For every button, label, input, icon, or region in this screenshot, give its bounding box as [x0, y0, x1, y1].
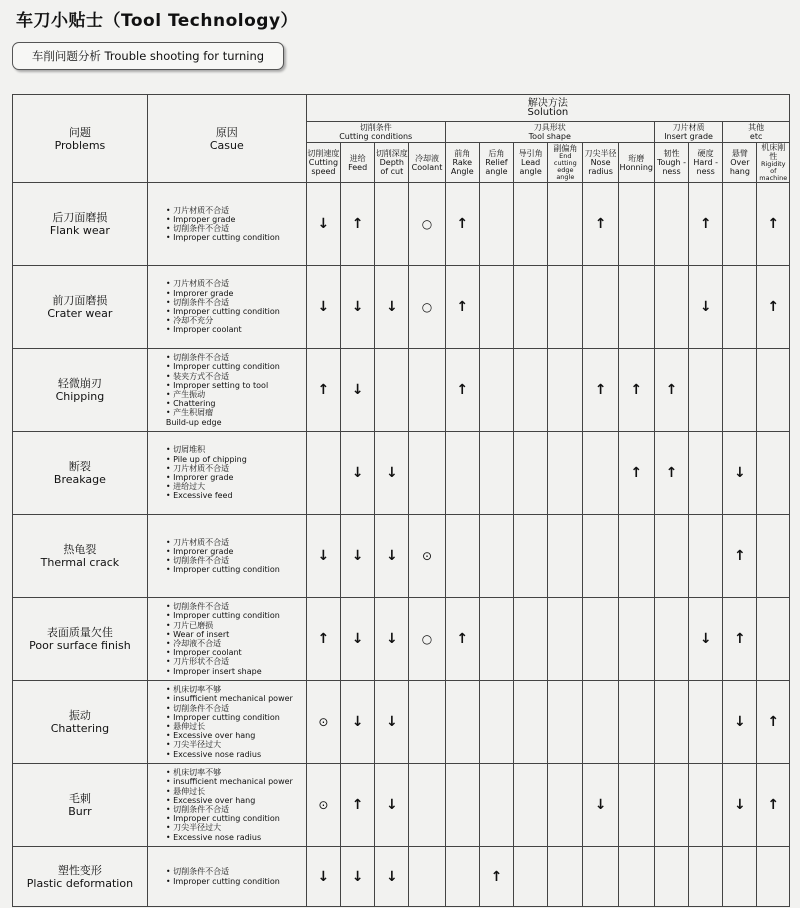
column-header: 进给 Feed	[341, 143, 375, 183]
column-header: 悬臂 Over hang	[723, 143, 757, 183]
empty-cell	[479, 266, 513, 349]
decrease-arrow-icon: ↓	[583, 764, 618, 847]
cause-line: • Wear of insert	[165, 629, 230, 639]
empty-cell	[689, 432, 723, 515]
cause-line: • Excessive over hang	[165, 795, 256, 805]
empty-cell	[618, 183, 654, 266]
empty-cell	[514, 432, 548, 515]
cause-line: • 冷却不充分	[165, 316, 214, 326]
increase-arrow-icon: ↑	[618, 349, 654, 432]
cause-line: • Improrer grade	[165, 546, 234, 556]
cause-line: • 刀片材质不合适	[165, 205, 230, 215]
cause-cell	[147, 847, 306, 907]
increase-arrow-icon: ↑	[306, 349, 340, 432]
troubleshooting-table	[12, 94, 790, 907]
table-row	[13, 515, 790, 598]
cause-line: • Improper setting to tool	[165, 380, 269, 390]
column-header: 后角 Relief angle	[479, 143, 513, 183]
cause-line: • 刀片材质不合适	[165, 537, 230, 547]
cause-line: • 刀尖半径过大	[165, 740, 222, 750]
column-header: 副偏角 End cutting edge angle	[548, 143, 583, 183]
empty-cell	[514, 764, 548, 847]
cause-line: • Improper cutting condition	[165, 362, 280, 372]
empty-cell	[654, 847, 688, 907]
column-header: 切削速度 Cutting speed	[306, 143, 340, 183]
empty-cell	[514, 183, 548, 266]
decrease-arrow-icon: ↓	[341, 515, 375, 598]
group-header: 其他 etc	[723, 122, 790, 143]
empty-cell	[757, 598, 790, 681]
cause-line: • Improper cutting condition	[165, 876, 280, 886]
empty-cell	[445, 681, 479, 764]
empty-cell	[514, 598, 548, 681]
empty-cell	[689, 515, 723, 598]
column-header: 导引角 Lead angle	[514, 143, 548, 183]
increase-arrow-icon: ↑	[583, 349, 618, 432]
empty-cell	[757, 432, 790, 515]
empty-cell	[723, 349, 757, 432]
cause-cell	[147, 681, 306, 764]
decrease-arrow-icon: ↓	[306, 183, 340, 266]
increase-arrow-icon: ↑	[583, 183, 618, 266]
cause-line: • 切削条件不合适	[165, 556, 230, 565]
cause-cell	[147, 432, 306, 515]
problem-cell: 热龟裂 Thermal crack	[13, 515, 148, 598]
empty-cell	[514, 266, 548, 349]
decrease-arrow-icon: ↓	[689, 598, 723, 681]
empty-cell	[583, 432, 618, 515]
cause-line: • 切削条件不合适	[165, 602, 230, 612]
empty-cell	[723, 266, 757, 349]
cause-line: • 冷却液不合适	[165, 639, 222, 648]
cause-line: • 切削条件不合适	[165, 353, 230, 363]
cause-line: • Improper coolant	[165, 325, 242, 335]
cause-line: • 切屑堆积	[165, 445, 206, 455]
empty-cell	[618, 515, 654, 598]
increase-arrow-icon: ↑	[757, 764, 790, 847]
empty-cell	[479, 183, 513, 266]
decrease-arrow-icon: ↓	[375, 681, 409, 764]
increase-arrow-icon: ↑	[445, 598, 479, 681]
empty-cell	[445, 847, 479, 907]
cause-line: • Improper cutting condition	[165, 307, 280, 316]
cause-line: • 切削条件不合适	[165, 805, 230, 814]
cause-line: • Improrer grade	[165, 288, 234, 298]
increase-arrow-icon: ↑	[445, 266, 479, 349]
table-row	[13, 266, 790, 349]
empty-cell	[375, 183, 409, 266]
empty-cell	[409, 681, 445, 764]
empty-cell	[445, 764, 479, 847]
decrease-arrow-icon: ↓	[689, 266, 723, 349]
empty-cell	[445, 432, 479, 515]
empty-cell	[409, 432, 445, 515]
empty-cell	[514, 681, 548, 764]
decrease-arrow-icon: ↓	[306, 847, 340, 907]
cause-cell	[147, 349, 306, 432]
cause-line: • 装夹方式不合适	[165, 371, 230, 381]
increase-arrow-icon: ↑	[723, 598, 757, 681]
column-header: 冷却液 Coolant	[409, 143, 445, 183]
cause-line: • 产生积屑瘤	[165, 408, 214, 418]
cause-line: • Improper cutting condition	[165, 233, 280, 243]
problem-cell: 表面质量欠佳 Poor surface finish	[13, 598, 148, 681]
empty-cell	[618, 764, 654, 847]
empty-cell	[409, 349, 445, 432]
cause-cell	[147, 183, 306, 266]
cause-header: 原因 Casue	[147, 95, 306, 183]
table-row	[13, 764, 790, 847]
column-header: 韧性 Tough -ness	[654, 143, 688, 183]
problem-cell: 轻微崩刃 Chipping	[13, 349, 148, 432]
table-row	[13, 847, 790, 907]
increase-arrow-icon: ↑	[757, 183, 790, 266]
empty-cell	[548, 847, 583, 907]
empty-cell	[654, 515, 688, 598]
cause-line: • 刀片材质不合适	[165, 463, 230, 473]
increase-arrow-icon: ↑	[341, 183, 375, 266]
cause-line: • 悬伸过长	[165, 786, 206, 796]
empty-cell	[548, 266, 583, 349]
circle-icon: ○	[409, 183, 445, 266]
group-header: 切削条件 Cutting conditions	[306, 122, 445, 143]
empty-cell	[654, 681, 688, 764]
increase-arrow-icon: ↑	[723, 515, 757, 598]
cause-line: Build-up edge	[165, 417, 222, 427]
empty-cell	[514, 349, 548, 432]
empty-cell	[757, 847, 790, 907]
empty-cell	[306, 432, 340, 515]
dot-circle-icon: ⊙	[409, 515, 445, 598]
column-header: 前角 Rake Angle	[445, 143, 479, 183]
decrease-arrow-icon: ↓	[375, 266, 409, 349]
decrease-arrow-icon: ↓	[375, 847, 409, 907]
empty-cell	[445, 515, 479, 598]
empty-cell	[654, 183, 688, 266]
cause-line: • Chattering	[165, 399, 216, 409]
problem-cell: 断裂 Breakage	[13, 432, 148, 515]
empty-cell	[479, 681, 513, 764]
empty-cell	[548, 183, 583, 266]
empty-cell	[548, 598, 583, 681]
cause-line: • Improper cutting condition	[165, 611, 280, 621]
cause-line: • insufficient mechanical power	[165, 777, 293, 787]
decrease-arrow-icon: ↓	[341, 681, 375, 764]
cause-line: • 机床切率不够	[165, 768, 222, 778]
table-row	[13, 681, 790, 764]
increase-arrow-icon: ↑	[341, 764, 375, 847]
cause-line: • Excessive feed	[165, 491, 233, 501]
dot-circle-icon: ⊙	[306, 764, 340, 847]
cause-line: • 机床切率不够	[165, 685, 222, 695]
cause-line: • 切削条件不合适	[165, 703, 230, 713]
column-header: 珩磨 Honning	[618, 143, 654, 183]
cause-line: • insufficient mechanical power	[165, 694, 293, 704]
increase-arrow-icon: ↑	[306, 598, 340, 681]
cause-cell	[147, 598, 306, 681]
cause-line: • Pile up of chipping	[165, 454, 247, 464]
column-header: 机床刚性 Rigidity of machine	[757, 143, 790, 183]
empty-cell	[618, 266, 654, 349]
empty-cell	[689, 349, 723, 432]
empty-cell	[409, 847, 445, 907]
empty-cell	[548, 349, 583, 432]
decrease-arrow-icon: ↓	[723, 764, 757, 847]
cause-line: • Excessive nose radius	[165, 749, 262, 759]
cause-line: • Improper cutting condition	[165, 814, 280, 824]
empty-cell	[654, 266, 688, 349]
empty-cell	[689, 681, 723, 764]
problem-cell: 后刀面磨损 Flank wear	[13, 183, 148, 266]
decrease-arrow-icon: ↓	[723, 432, 757, 515]
increase-arrow-icon: ↑	[654, 349, 688, 432]
cause-line: • Improper cutting condition	[165, 565, 280, 575]
table-row	[13, 598, 790, 681]
empty-cell	[757, 349, 790, 432]
decrease-arrow-icon: ↓	[341, 349, 375, 432]
table-row	[13, 432, 790, 515]
cause-line: • 悬伸过长	[165, 722, 206, 731]
empty-cell	[375, 349, 409, 432]
cause-line: • Improper grade	[165, 214, 236, 224]
decrease-arrow-icon: ↓	[375, 764, 409, 847]
empty-cell	[479, 764, 513, 847]
empty-cell	[618, 598, 654, 681]
empty-cell	[479, 349, 513, 432]
empty-cell	[409, 764, 445, 847]
cause-line: • 切削条件不合适	[165, 297, 230, 307]
problem-cell: 毛刺 Burr	[13, 764, 148, 847]
group-header: 刀片材质 Insert grade	[654, 122, 722, 143]
empty-cell	[618, 681, 654, 764]
increase-arrow-icon: ↑	[757, 266, 790, 349]
problems-header: 问题 Problems	[13, 95, 148, 183]
cause-line: • Improper cutting condition	[165, 712, 280, 722]
empty-cell	[723, 183, 757, 266]
column-header: 切削深度 Depth of cut	[375, 143, 409, 183]
cause-line: • 刀片材质不合适	[165, 279, 230, 289]
decrease-arrow-icon: ↓	[375, 432, 409, 515]
empty-cell	[654, 598, 688, 681]
cause-line: • 切削条件不合适	[165, 867, 230, 877]
decrease-arrow-icon: ↓	[723, 681, 757, 764]
decrease-arrow-icon: ↓	[341, 432, 375, 515]
cause-line: • Improrer grade	[165, 473, 234, 482]
empty-cell	[583, 598, 618, 681]
increase-arrow-icon: ↑	[654, 432, 688, 515]
section-subtitle: 车削问题分析 Trouble shooting for turning	[12, 42, 284, 70]
decrease-arrow-icon: ↓	[375, 515, 409, 598]
cause-line: • Improper insert shape	[165, 666, 262, 676]
empty-cell	[723, 847, 757, 907]
empty-cell	[548, 764, 583, 847]
empty-cell	[583, 266, 618, 349]
table-row	[13, 183, 790, 266]
increase-arrow-icon: ↑	[618, 432, 654, 515]
column-header: 刀尖半径 Nose radius	[583, 143, 618, 183]
empty-cell	[689, 847, 723, 907]
empty-cell	[583, 847, 618, 907]
problem-cell: 振动 Chattering	[13, 681, 148, 764]
empty-cell	[479, 598, 513, 681]
group-header: 刀具形状 Tool shape	[445, 122, 654, 143]
dot-circle-icon: ⊙	[306, 681, 340, 764]
cause-line: • 切削条件不合适	[165, 224, 230, 233]
empty-cell	[479, 515, 513, 598]
problem-cell: 塑性变形 Plastic deformation	[13, 847, 148, 907]
empty-cell	[514, 515, 548, 598]
empty-cell	[689, 764, 723, 847]
increase-arrow-icon: ↑	[757, 681, 790, 764]
cause-cell	[147, 515, 306, 598]
table-row	[13, 349, 790, 432]
problem-cell: 前刀面磨损 Crater wear	[13, 266, 148, 349]
decrease-arrow-icon: ↓	[341, 847, 375, 907]
decrease-arrow-icon: ↓	[306, 515, 340, 598]
empty-cell	[479, 432, 513, 515]
empty-cell	[548, 432, 583, 515]
empty-cell	[757, 515, 790, 598]
cause-line: • Excessive nose radius	[165, 832, 262, 842]
empty-cell	[548, 681, 583, 764]
cause-line: • Excessive over hang	[165, 731, 256, 741]
cause-line: • 刀片已磨损	[165, 620, 214, 630]
increase-arrow-icon: ↑	[689, 183, 723, 266]
cause-line: • 产生振动	[165, 390, 206, 399]
empty-cell	[548, 515, 583, 598]
increase-arrow-icon: ↑	[445, 183, 479, 266]
page-title: 车刀小贴士（Tool Technology）	[16, 11, 299, 31]
cause-line: • 进给过大	[165, 482, 206, 492]
empty-cell	[654, 764, 688, 847]
column-header: 硬度 Hard -ness	[689, 143, 723, 183]
circle-icon: ○	[409, 266, 445, 349]
empty-cell	[618, 847, 654, 907]
empty-cell	[514, 847, 548, 907]
decrease-arrow-icon: ↓	[375, 598, 409, 681]
solution-header: 解决方法 Solution	[306, 95, 789, 122]
cause-line: • Improper coolant	[165, 648, 242, 658]
cause-line: • 刀片形状不合适	[165, 657, 230, 667]
decrease-arrow-icon: ↓	[306, 266, 340, 349]
empty-cell	[583, 515, 618, 598]
cause-cell	[147, 764, 306, 847]
cause-line: • 刀尖半径过大	[165, 823, 222, 833]
circle-icon: ○	[409, 598, 445, 681]
empty-cell	[583, 681, 618, 764]
decrease-arrow-icon: ↓	[341, 598, 375, 681]
decrease-arrow-icon: ↓	[341, 266, 375, 349]
increase-arrow-icon: ↑	[445, 349, 479, 432]
cause-cell	[147, 266, 306, 349]
increase-arrow-icon: ↑	[479, 847, 513, 907]
